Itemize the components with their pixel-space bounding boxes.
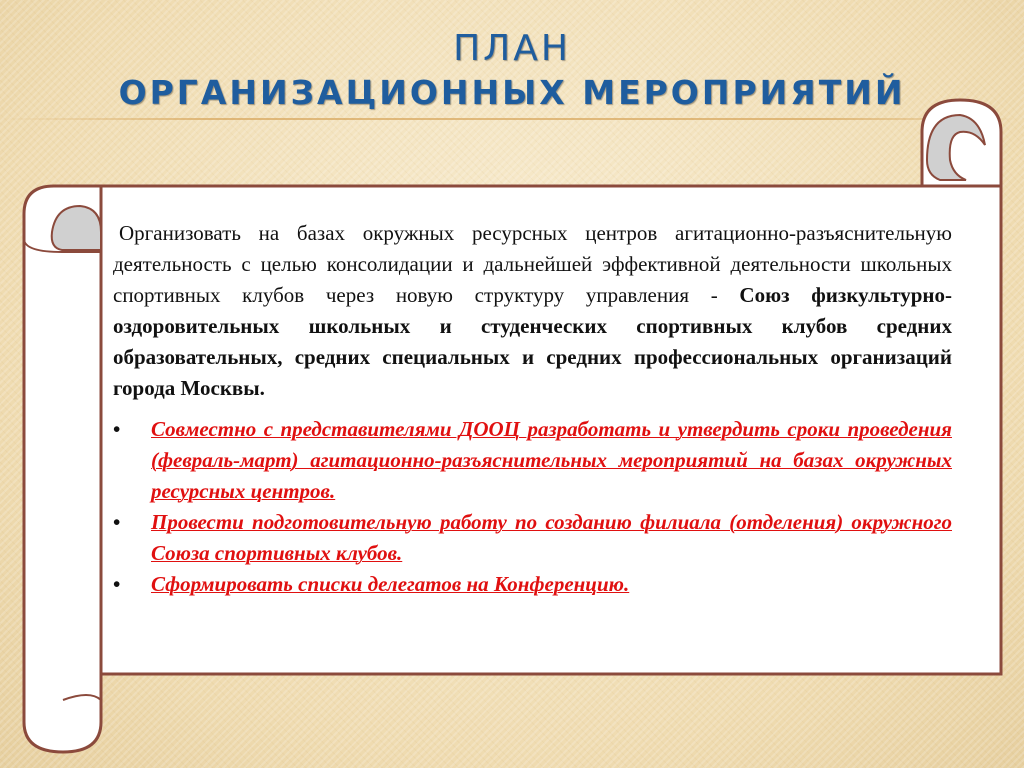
task-text: Совместно с представителями ДООЦ разработать и утвердить сроки проведения (февраль-март) агитационно-разъяснительных мероприятий на базах окружных ресурсных центров. (151, 417, 952, 503)
task-item (113, 507, 952, 569)
task-text: Провести подготовительную работу по созданию филиала (отделения) окружного Союза спортивных клубов. (151, 510, 952, 565)
task-item (113, 414, 952, 507)
bullet-icon: • (113, 510, 121, 534)
title-line-1: ПЛАН (453, 28, 571, 69)
task-text: Сформировать списки делегатов на Конференцию. (151, 572, 630, 596)
task-list (113, 414, 952, 600)
bullet-icon: • (113, 417, 121, 441)
intro-text: Организовать на базах окружных ресурсных центров агитационно-разъяснительную деятельность с целью консолидации и дальнейшей эффективной деятельности школьных спортивных клубов через новую структуру управления - (113, 221, 952, 307)
bullet-icon: • (113, 572, 121, 596)
scroll-left-roll (24, 186, 101, 752)
scroll-content (113, 218, 952, 600)
intro-bold-text: Союз физкультурно-оздоровительных школьных и студенческих спортивных клубов средних образовательных, средних специальных и средних профессиональных организаций города Москвы. (113, 283, 953, 400)
intro-paragraph (113, 218, 952, 404)
title-line-2: ОРГАНИЗАЦИОННЫХ МЕРОПРИЯТИЙ (118, 73, 906, 112)
task-item (113, 569, 952, 600)
